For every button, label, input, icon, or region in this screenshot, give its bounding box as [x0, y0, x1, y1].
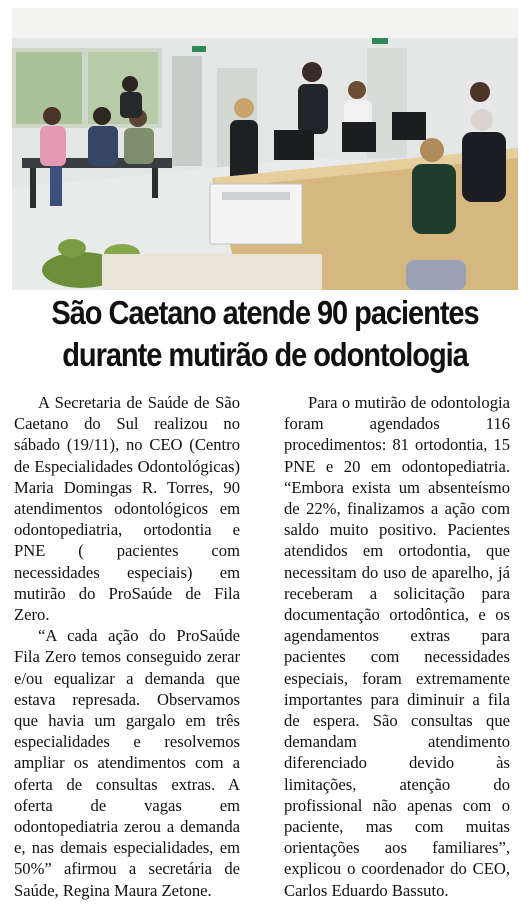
article-column-right [284, 392, 510, 901]
article-column-left [14, 392, 240, 901]
headline: São Caetano atende 90 pacientes durante mutirão de odontologia [51, 294, 479, 373]
article-photo [12, 8, 518, 290]
paragraph: A Secretaria de Saúde de São Caetano do Sul realizou no sábado (19/11), no CEO (Centro de Especialidades Odontológicas) Maria Domingas R. Torres, 90 atendimentos odontológicos em odontopediatria, ortodontia e PNE ( pacientes com necessidades especiais) em mutirão do ProSaúde de Fila Zero. [14, 393, 240, 625]
paragraph: “A cada ação do ProSaúde Fila Zero temos conseguido zerar e/ou equalizar a demanda que estava represada. Observamos que havia um gargalo em três especialidades e resolvemos ampliar os atendimentos com a oferta de consultas extras. A oferta de vagas em odontopediatria zerou a demanda e, nas demais especialidades, em 50%” afirmou a secretária de Saúde, Regina Maura Zetone. [14, 626, 240, 900]
paragraph: Para o mutirão de odontologia foram agendados 116 procedimentos: 81 ortodontia, 15 PNE e 20 em odontopediatria. “Embora exista um absenteísmo de 22%, finalizamos a ação com saldo muito positivo. Pacientes atendidos em ortodontia, que necessitam do uso de aparelho, já receberam a solicitação para documentação ortodôntica, e os agendamentos extras para pacientes com necessidades especiais, foram extremamente importantes para diminuir a fila de espera. São consultas que demandam atendimento diferenciado devido às limitações, atenção do profissional não apenas com o paciente, mas com muitas orientações aos familiares”, explicou o coordenador do CEO, Carlos Eduardo Bassuto. [284, 393, 510, 900]
